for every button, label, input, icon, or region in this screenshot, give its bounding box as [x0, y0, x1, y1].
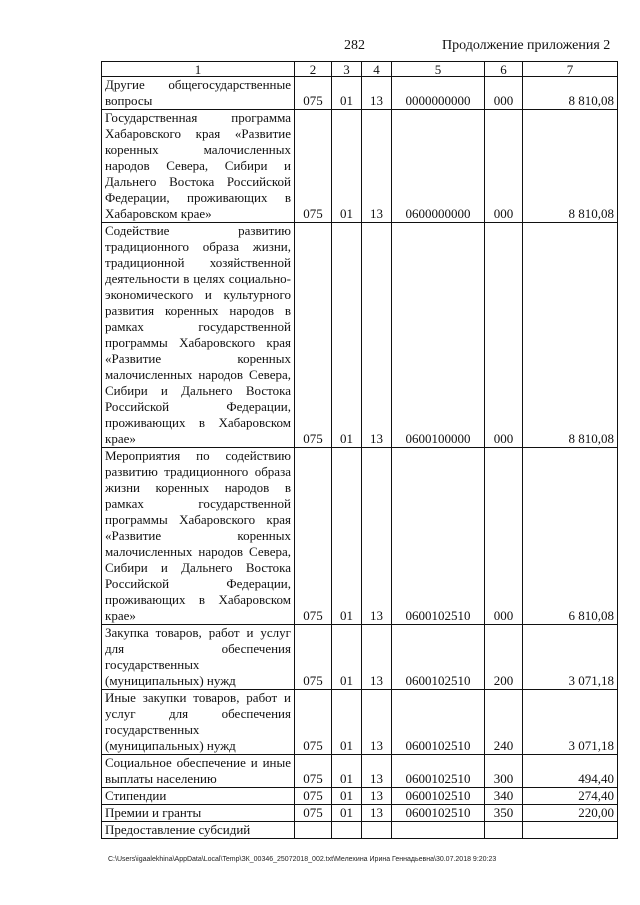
code-section: 01	[332, 77, 362, 110]
code-subsection: 13	[362, 448, 392, 625]
code-target: 0600102510	[392, 788, 485, 805]
budget-table	[101, 61, 618, 839]
row-name: Стипендии	[102, 788, 295, 805]
row-name: Иные закупки товаров, работ и услуг для обеспечения государственных (муниципальных) нужд	[102, 690, 295, 755]
table-row	[102, 788, 618, 805]
column-header: 2	[295, 62, 332, 77]
amount: 3 071,18	[523, 625, 618, 690]
amount: 274,40	[523, 788, 618, 805]
code-target: 0600100000	[392, 223, 485, 448]
code-target: 0600102510	[392, 755, 485, 788]
code-subsection: 13	[362, 110, 392, 223]
table-row	[102, 690, 618, 755]
code-section	[332, 822, 362, 839]
file-path-footer: C:\Users\igaalekhina\AppData\Local\Temp\ЗК_00346_25072018_002.txt\Мелехина Ирина Геннадьевна\30.07.2018 9:20:23	[108, 856, 497, 863]
table-row	[102, 448, 618, 625]
code-expense-type: 200	[485, 625, 523, 690]
amount	[523, 822, 618, 839]
code-expense-type: 000	[485, 223, 523, 448]
code-admin: 075	[295, 805, 332, 822]
code-admin: 075	[295, 77, 332, 110]
continuation-note: Продолжение приложения 2	[442, 38, 611, 53]
table-row	[102, 822, 618, 839]
code-target: 0600102510	[392, 448, 485, 625]
row-name: Закупка товаров, работ и услуг для обеспечения государственных (муниципальных) нужд	[102, 625, 295, 690]
code-section: 01	[332, 448, 362, 625]
row-name: Государственная программа Хабаровского края «Развитие коренных малочисленных народов Севера, Сибири и Дальнего Востока Российской Федерации, проживающих в Хабаровском крае»	[102, 110, 295, 223]
code-admin: 075	[295, 110, 332, 223]
row-name: Премии и гранты	[102, 805, 295, 822]
amount: 3 071,18	[523, 690, 618, 755]
amount: 8 810,08	[523, 77, 618, 110]
code-subsection: 13	[362, 805, 392, 822]
table-row	[102, 77, 618, 110]
amount: 8 810,08	[523, 110, 618, 223]
code-section: 01	[332, 625, 362, 690]
column-number-row	[102, 62, 618, 77]
code-expense-type	[485, 822, 523, 839]
amount: 6 810,08	[523, 448, 618, 625]
code-subsection: 13	[362, 223, 392, 448]
code-admin	[295, 822, 332, 839]
code-expense-type: 000	[485, 448, 523, 625]
row-name: Социальное обеспечение и иные выплаты населению	[102, 755, 295, 788]
row-name: Содействие развитию традиционного образа жизни, традиционной хозяйственной деятельности в целях социально-экономического и культурного развития коренных народов в рамках государственной программы Хабаровского края «Развитие коренных малочисленных народов Севера, Сибири и Дальнего Востока Российской Федерации, проживающих в Хабаровском крае»	[102, 223, 295, 448]
code-expense-type: 000	[485, 110, 523, 223]
code-admin: 075	[295, 788, 332, 805]
code-expense-type: 300	[485, 755, 523, 788]
code-section: 01	[332, 223, 362, 448]
column-header: 1	[102, 62, 295, 77]
code-admin: 075	[295, 223, 332, 448]
code-section: 01	[332, 788, 362, 805]
code-subsection: 13	[362, 690, 392, 755]
code-section: 01	[332, 805, 362, 822]
code-expense-type: 000	[485, 77, 523, 110]
code-subsection: 13	[362, 755, 392, 788]
code-subsection: 13	[362, 77, 392, 110]
code-target: 0600102510	[392, 690, 485, 755]
code-subsection	[362, 822, 392, 839]
column-header: 3	[332, 62, 362, 77]
code-admin: 075	[295, 755, 332, 788]
row-name: Предоставление субсидий	[102, 822, 295, 839]
code-target: 0600102510	[392, 625, 485, 690]
code-target: 0600000000	[392, 110, 485, 223]
code-section: 01	[332, 690, 362, 755]
column-header: 7	[523, 62, 618, 77]
amount: 8 810,08	[523, 223, 618, 448]
code-admin: 075	[295, 448, 332, 625]
page-number: 282	[344, 38, 365, 53]
code-admin: 075	[295, 625, 332, 690]
column-header: 6	[485, 62, 523, 77]
code-expense-type: 340	[485, 788, 523, 805]
code-section: 01	[332, 110, 362, 223]
row-name: Другие общегосударственные вопросы	[102, 77, 295, 110]
column-header: 5	[392, 62, 485, 77]
code-target: 0000000000	[392, 77, 485, 110]
table-row	[102, 223, 618, 448]
code-expense-type: 350	[485, 805, 523, 822]
table-row	[102, 110, 618, 223]
amount: 494,40	[523, 755, 618, 788]
amount: 220,00	[523, 805, 618, 822]
code-admin: 075	[295, 690, 332, 755]
table-row	[102, 755, 618, 788]
table-row	[102, 805, 618, 822]
code-target	[392, 822, 485, 839]
code-expense-type: 240	[485, 690, 523, 755]
table-row	[102, 625, 618, 690]
code-target: 0600102510	[392, 805, 485, 822]
code-subsection: 13	[362, 788, 392, 805]
code-section: 01	[332, 755, 362, 788]
code-subsection: 13	[362, 625, 392, 690]
row-name: Мероприятия по содействию развитию традиционного образа жизни коренных народов в рамках государственной программы Хабаровского края «Развитие коренных малочисленных народов Севера, Сибири и Дальнего Востока Российской Федерации, проживающих в Хабаровском крае»	[102, 448, 295, 625]
column-header: 4	[362, 62, 392, 77]
